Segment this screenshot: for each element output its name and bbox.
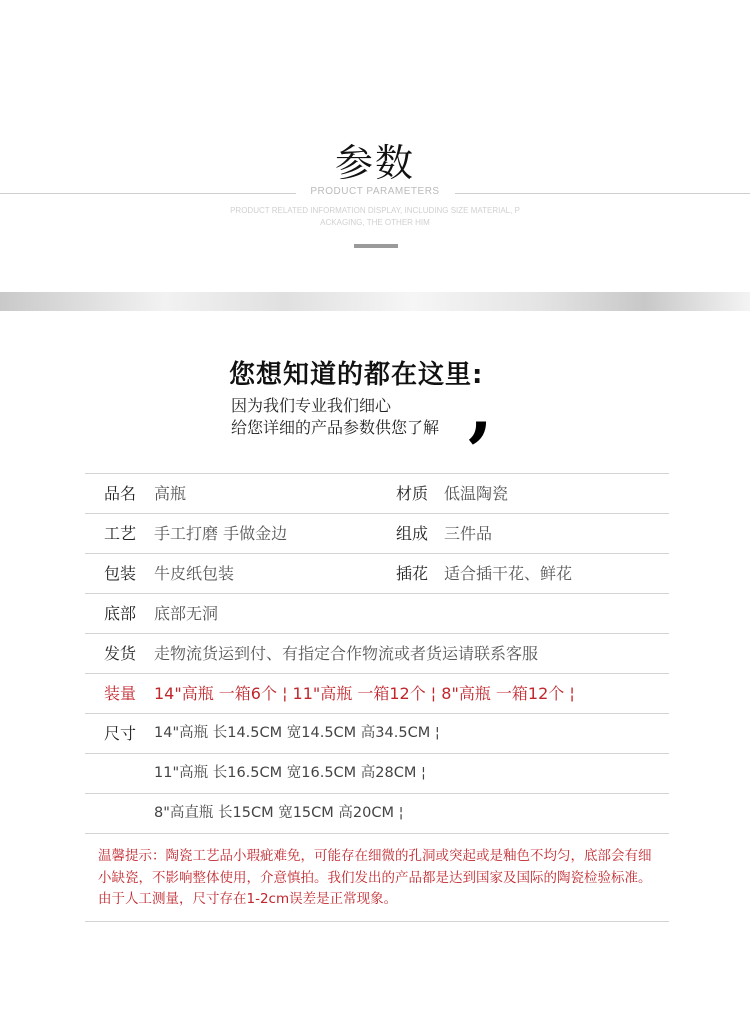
table-row	[85, 794, 669, 834]
table-row	[85, 554, 669, 594]
set-value: 三件品	[444, 524, 493, 543]
section-subtitle: PRODUCT PARAMETERS	[310, 186, 440, 197]
qty-value: 14"高瓶 一箱6个 ¦ 11"高瓶 一箱12个 ¦ 8"高瓶 一箱12个 ¦	[154, 684, 575, 703]
decorative-banner	[0, 292, 750, 311]
name-value: 高瓶	[154, 484, 187, 503]
bottom-value: 底部无洞	[154, 604, 219, 623]
description-line-2: ACKAGING, THE OTHER HIM	[320, 218, 430, 227]
craft-value: 手工打磨 手做金边	[154, 524, 288, 543]
intro-headline: 您想知道的都在这里:	[229, 360, 484, 390]
name-label: 品名	[104, 484, 137, 503]
flower-label: 插花	[396, 564, 429, 583]
table-row	[85, 714, 669, 754]
table-row	[85, 474, 669, 514]
comma-mark: ,	[468, 365, 494, 450]
intro-line-2: 给您详细的产品参数供您了解	[231, 418, 440, 437]
pack-label: 包装	[104, 564, 137, 583]
description-line-1: PRODUCT RELATED INFORMATION DISPLAY, INCLUDING SIZE MATERIAL, P	[230, 206, 520, 215]
pack-value: 牛皮纸包装	[154, 564, 235, 583]
size-label: 尺寸	[104, 724, 137, 743]
bottom-label: 底部	[104, 604, 137, 623]
table-row	[85, 514, 669, 554]
table-row	[85, 594, 669, 634]
table-row	[85, 634, 669, 674]
section-description	[215, 205, 535, 229]
title-underline	[354, 244, 398, 248]
flower-value: 适合插干花、鲜花	[444, 564, 573, 583]
material-value: 低温陶瓷	[444, 484, 509, 503]
craft-label: 工艺	[104, 524, 137, 543]
table-row	[85, 674, 669, 714]
qty-label: 装量	[104, 684, 137, 703]
warm-reminder: 温馨提示：陶瓷工艺品小瑕疵难免，可能存在细微的孔洞或突起或是釉色不均匀，底部会有细小缺瓷，不影响整体使用，介意慎拍。我们发出的产品都是达到国家及国际的陶瓷检验标准。由于人工测量，尺寸存在1-2cm误差是正常现象。	[85, 834, 669, 922]
size-value-8: 8"高直瓶 长15CM 宽15CM 高20CM ¦	[154, 805, 404, 821]
ship-value: 走物流货运到付、有指定合作物流或者货运请联系客服	[154, 644, 539, 663]
intro-line-1: 因为我们专业我们细心	[231, 396, 392, 415]
table-row	[85, 754, 669, 794]
size-value-14: 14"高瓶 长14.5CM 宽14.5CM 高34.5CM ¦	[154, 725, 440, 741]
spec-table	[85, 473, 669, 922]
ship-label: 发货	[104, 644, 137, 663]
material-label: 材质	[396, 484, 429, 503]
size-value-11: 11"高瓶 长16.5CM 宽16.5CM 高28CM ¦	[154, 765, 426, 781]
set-label: 组成	[396, 524, 429, 543]
section-title: 参数	[334, 141, 415, 185]
